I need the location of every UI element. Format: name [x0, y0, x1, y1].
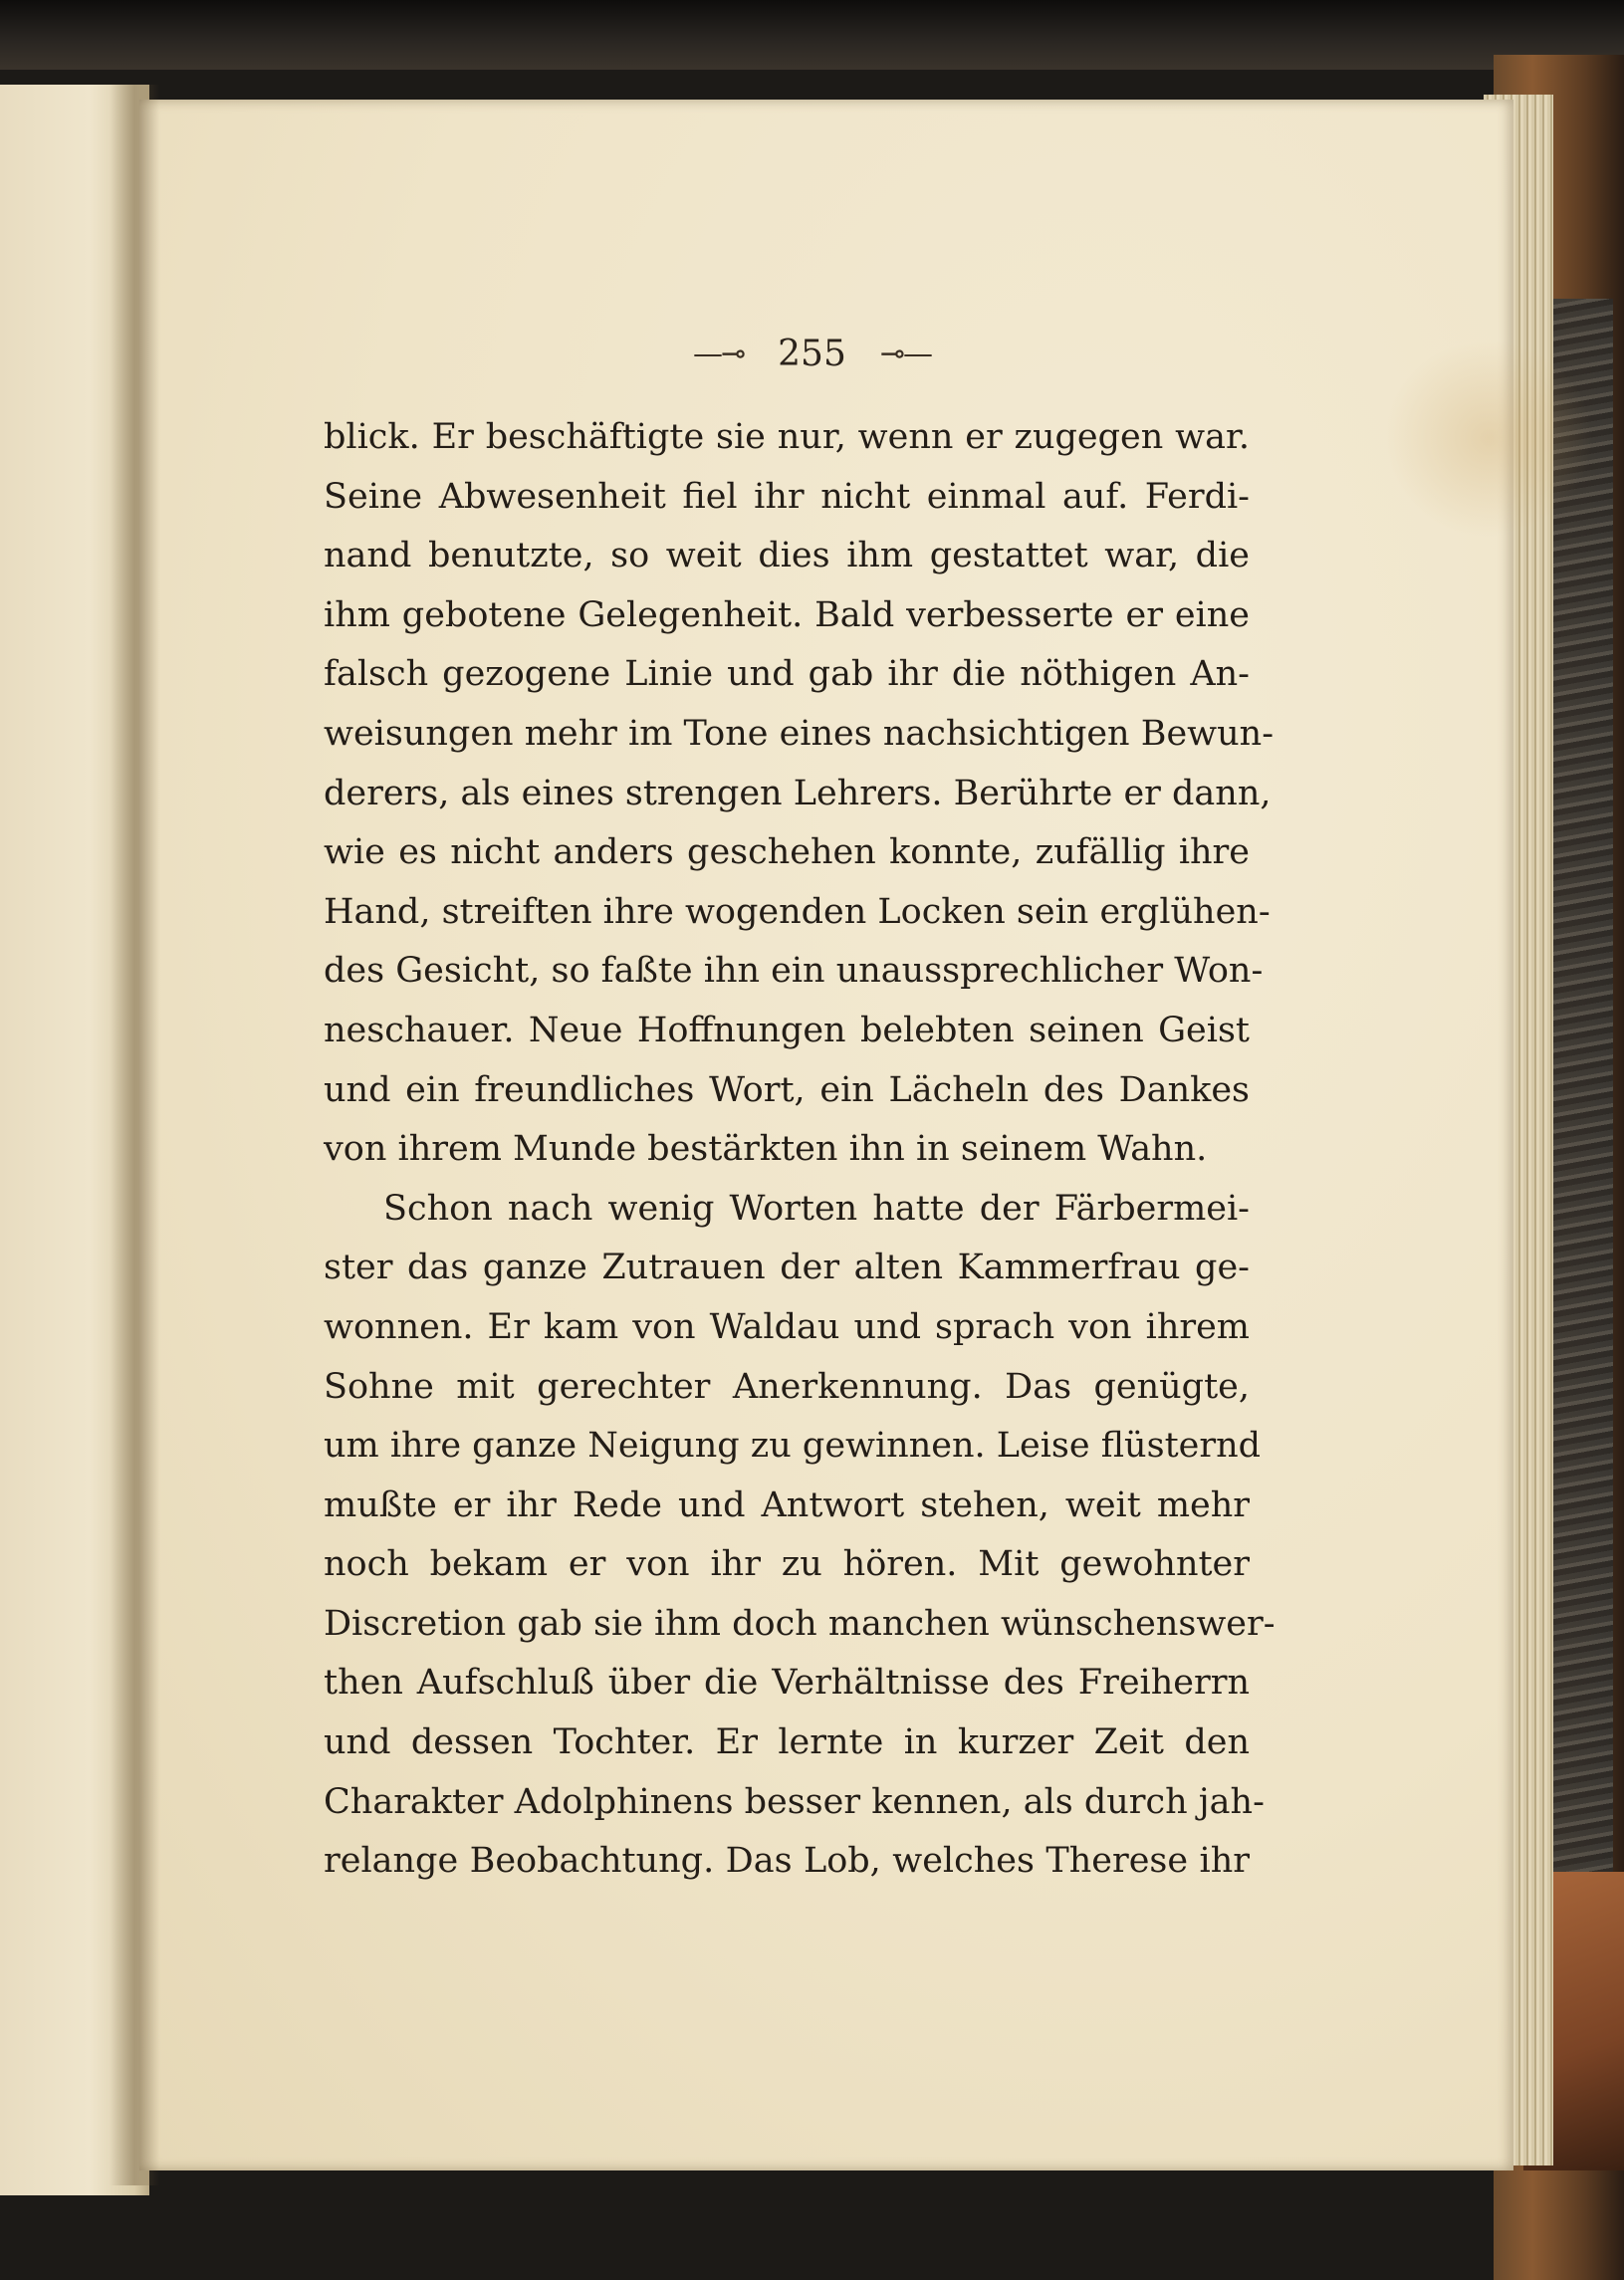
- text-line: Hand, streiften ihre wogenden Locken sein erglühen-: [324, 891, 1271, 932]
- text-line: und dessen Tochter. Er lernte in kurzer Zeit den: [324, 1722, 1250, 1763]
- text-line: derers, als eines strengen Lehrers. Berührte er dann,: [324, 773, 1272, 813]
- text-line: Schon nach wenig Worten hatte der Färbermei-: [383, 1188, 1250, 1229]
- left-ornament-icon: —⊸: [693, 336, 745, 371]
- text-line: then Aufschluß über die Verhältnisse des Freiherrn: [324, 1663, 1250, 1704]
- text-line: neschauer. Neue Hoffnungen belebten seinen Geist: [324, 1010, 1250, 1050]
- text-line: und ein freundliches Wort, ein Lächeln des Dankes: [324, 1069, 1250, 1110]
- text-line: Discretion gab sie ihm doch manchen wünschenswer-: [324, 1603, 1276, 1644]
- text-line: falsch gezogene Linie und gab ihr die nöthigen An-: [324, 654, 1250, 695]
- scan-top-edge: [0, 0, 1624, 70]
- text-line: Seine Abwesenheit fiel ihr nicht einmal auf. Ferdi-: [324, 476, 1250, 517]
- text-line: von ihrem Munde bestärkten ihn in seinem Wahn.: [324, 1129, 1208, 1170]
- page-header: [0, 329, 1624, 378]
- body-text: [324, 408, 1276, 1892]
- text-line: ihm gebotene Gelegenheit. Bald verbesserte er eine: [324, 594, 1250, 635]
- page-number: 255: [778, 333, 846, 374]
- text-line: ster das ganze Zutrauen der alten Kammerfrau ge-: [324, 1248, 1250, 1288]
- text-line: wonnen. Er kam von Waldau und sprach von ihrem: [324, 1306, 1250, 1347]
- right-ornament-icon: ⊸—: [879, 336, 931, 371]
- text-line: um ihre ganze Neigung zu gewinnen. Leise flüsternd: [324, 1426, 1262, 1467]
- text-line: Charakter Adolphinens besser kennen, als durch jah-: [324, 1781, 1265, 1822]
- text-line: wie es nicht anders geschehen konnte, zufällig ihre: [324, 832, 1250, 873]
- text-line: mußte er ihr Rede und Antwort stehen, weit mehr: [324, 1484, 1250, 1525]
- text-line: nand benutzte, so weit dies ihm gestattet war, die: [324, 536, 1250, 576]
- text-line: des Gesicht, so faßte ihn ein unaussprechlicher Won-: [324, 951, 1264, 992]
- book-gutter: [110, 85, 159, 2185]
- text-line: relange Beobachtung. Das Lob, welches Therese ihr: [324, 1841, 1250, 1882]
- text-line: Sohne mit gerechter Anerkennung. Das genügte,: [324, 1366, 1250, 1407]
- text-line: noch bekam er von ihr zu hören. Mit gewohnter: [324, 1544, 1250, 1585]
- text-line: weisungen mehr im Tone eines nachsichtigen Bewun-: [324, 713, 1275, 754]
- text-line: blick. Er beschäftigte sie nur, wenn er zugegen war.: [324, 417, 1250, 457]
- cover-marbled-paper: [1553, 299, 1613, 1892]
